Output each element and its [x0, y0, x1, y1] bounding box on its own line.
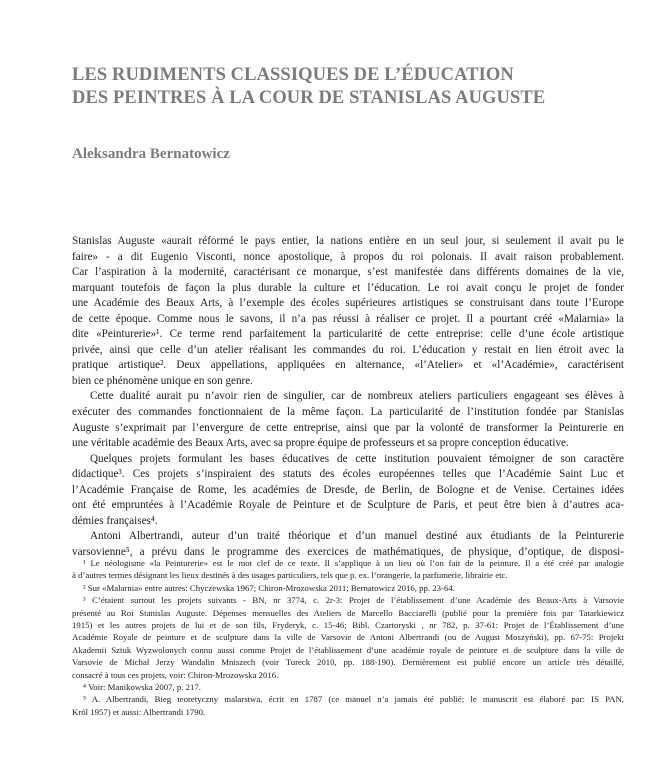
body-line: pratique artistique². Deux appellations, appliquées en alternance, «l’Atelier» et «l’Académie», caractérisent — [72, 359, 624, 372]
body-line: Cette dualité aurait pu n’avoir rien de singulier, car de nombreux ateliers particuliers engageant ses élèves à — [90, 390, 624, 403]
body-text — [72, 234, 624, 560]
footnote-line: Król 1957) et aussi: Albertrandi 1790. — [72, 706, 206, 717]
body-line: dite «Peinturerie»¹. Ce terme rend parfaitement la particularité de cette entreprise: celle d’une école artistique — [72, 328, 624, 341]
author-name: Aleksandra Bernatowicz — [72, 146, 230, 162]
body-line: marquant toutefois de façon la plus durable la culture et l’éducation. Le roi avait conçu le projet de fonder — [72, 281, 624, 294]
body-line: Auguste s’exprimait par l’envergure de cette entreprise, ainsi que par la volonté de transformer la Peinturerie en — [72, 421, 624, 434]
footnote-line: 1915) et les autres projets de lui et de son fils, Fryderyk, c. 15-46; Bibl. Czartoryski , nr 782, p. 37-61: Projet de l’Établissement d’une — [72, 619, 624, 630]
body-line: Quelques projets formulant les bases éducatives de cette institution pouvaient témoigner de son caractère — [90, 452, 624, 465]
article-title — [72, 64, 632, 110]
footnote-line: ⁵ A. Albertrandi, Bieg teoretyczny malarstwa, écrit en 1787 (ce manuel n’a jamais été publié; le manuscrit est élaboré par: IS PAN, — [83, 694, 624, 705]
body-line: privée, ainsi que celle d’un atelier réalisant les commandes du roi. L’éducation y restait en lien étroit avec la — [72, 343, 624, 356]
body-line: Car l’aspiration à la modernité, caractérisant ce monarque, s’est manifestée dans différents domaines de la vie, — [72, 266, 624, 279]
footnote-line: ³ C’étaient surtout les projets suivants - BN, nr 3774, c. 2r-3: Projet de l’établissement d’une Académie des Beaux-Arts à Varsovie — [83, 595, 624, 606]
footnote-line: ² Sur «Malarnia» entre autres: Chyczewska 1967; Chiron-Mrozowska 2011; Bernatowicz 2016, pp. 23-64. — [83, 582, 455, 593]
footnote-line: consacré à tous ces projets, voir: Chiron-Mrozowska 2016. — [72, 669, 279, 680]
footnote-line: Varsovie de Michał Jerzy Wandalin Mniszech (voir Tureck 2010, pp. 188-190). Dernièrement est publié encore un article très détaillé, — [72, 657, 624, 668]
article-title-line-1: LES RUDIMENTS CLASSIQUES DE L’ÉDUCATION — [72, 65, 514, 85]
body-line: l’Académie Française de Rome, les académies de Dresde, de Berlin, de Bologne et de Venise. Certaines idées — [72, 483, 624, 496]
footnotes — [72, 557, 624, 718]
body-line: Stanislas Auguste «aurait réformé le pays entier, la nations entière en un seul jour, si seulement il avait pu le — [72, 235, 624, 247]
footnote-line: Académie Royale de peinture et de sculpture dans la ville de Varsovie de Antoni Albertrandi (ou de August Moszyński), pp. 67-75: Projekt — [72, 632, 624, 643]
body-line: didactique³. Ces projets s’inspiraient des statuts des écoles européennes telles que l’Académie Saint Luc et — [72, 468, 624, 481]
body-line: ont été empruntées à l’Académie Royale de Peinture et de Sculpture de Paris, et peut être bien à d’autres aca- — [72, 499, 624, 512]
body-line: varsovienne⁵, a prévu dans le programme des exercices de mathématiques, de physique, d’optique, de disposi- — [72, 545, 624, 558]
footnote-line: ⁴ Voir: Manikowska 2007, p. 217. — [83, 681, 201, 692]
body-line: une véritable académie des Beaux Arts, avec sa propre équipe de professeurs et sa propre conception éducative. — [72, 437, 569, 450]
body-line: une Académie des Beaux Arts, à l’exemple des écoles supérieures artistiques se construisant dans toute l’Europe — [72, 297, 624, 310]
body-line: de cette époque. Comme nous le savons, il n’a pas réussi à réaliser ce projet. Il a pourtant créé «Malarnia» la — [72, 312, 624, 325]
body-line: bien ce phénomène unique en son genre. — [72, 374, 253, 387]
footnote-line: Akademii Sztuk Wyzwolonych connu aussi comme Projet de l’établissement d’une académie royale de peinture et de sculpture dans la ville de — [72, 644, 624, 655]
footnote-line: ¹ Le néologisme «la Peinturerie» est le mot clef de ce texte. Il s’applique à un lieu où l’on fait de la peinture. Il a été créé par analogie — [83, 558, 624, 568]
footnote-line: présenté au Roi Stanislas Auguste. Dépenses mensuelles des Ateliers de Marcello Bacciarelli (publié pour la première fois par Tatarkiewicz — [72, 607, 624, 618]
body-line: Antoni Albertrandi, auteur d’un traité théorique et d’un manuel destiné aux étudiants de la Peinturerie — [90, 530, 624, 543]
body-line: démies françaises⁴. — [72, 514, 158, 527]
body-line: faire» - a dit Eugenio Visconti, nonce apostolique, à propos du roi polonais. Il avait raison probablement. — [72, 250, 624, 263]
article-title-line-2: DES PEINTRES À LA COUR DE STANISLAS AUGUSTE — [72, 88, 546, 108]
footnote-line: à d’autres termes désignant les lieux destinés à des usages particuliers, tels que p. ex. l’orangerie, la parfumerie, librairie etc. — [72, 570, 508, 581]
body-line: exécuter des commandes fonctionnaient de la même façon. La particularité de l’institution fondée par Stanislas — [72, 406, 624, 419]
